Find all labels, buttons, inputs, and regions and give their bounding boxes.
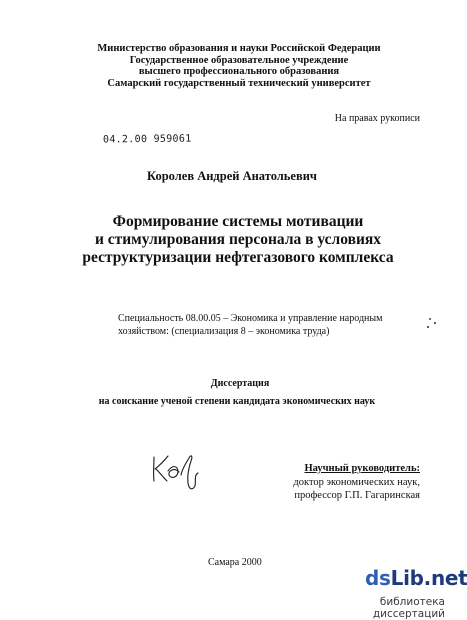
degree-purpose-text: на соискание ученой степени кандидата экономических наук bbox=[98, 396, 376, 407]
header-line: высшего профессионального образования bbox=[138, 66, 340, 78]
scan-speck bbox=[427, 326, 429, 328]
handwritten-signature bbox=[148, 445, 204, 495]
specialty-text bbox=[118, 312, 382, 338]
logo-prefix: ds bbox=[365, 566, 391, 590]
header-line: Государственное образовательное учреждение bbox=[129, 54, 349, 66]
city-and-year: Самара 2000 bbox=[208, 557, 262, 568]
institution-header bbox=[0, 43, 450, 89]
header-line: Самарский государственный технический университет bbox=[107, 77, 371, 89]
dslib-watermark[interactable] bbox=[303, 566, 467, 620]
document-type bbox=[0, 378, 450, 389]
author-name bbox=[0, 169, 450, 184]
advisor-name: профессор Г.П. Гагаринская bbox=[294, 490, 420, 502]
logo-main: Lib.net bbox=[390, 566, 467, 590]
author-name-text: Королев Андрей Анатольевич bbox=[147, 169, 317, 183]
advisor-label: Научный руководитель: bbox=[304, 463, 420, 474]
specialty-line: хозяйством: (специализация 8 – экономика труда) bbox=[118, 326, 330, 337]
manuscript-rights-note: На правах рукописи bbox=[334, 113, 420, 124]
degree-purpose bbox=[0, 396, 450, 407]
scientific-advisor bbox=[293, 462, 420, 503]
title-line: и стимулирования персонала в условиях bbox=[94, 231, 382, 248]
advisor-degree: доктор экономических наук, bbox=[293, 476, 420, 488]
header-line: Министерство образования и науки Российской Федерации bbox=[97, 43, 381, 54]
scan-speck bbox=[429, 318, 431, 320]
dissertation-title bbox=[0, 213, 450, 267]
specialty-line: Специальность 08.00.05 – Экономика и управление народным bbox=[118, 313, 383, 324]
dslib-logo[interactable] bbox=[365, 566, 467, 590]
watermark-caption: библиотека диссертаций bbox=[372, 596, 445, 620]
scan-speck bbox=[434, 322, 436, 324]
title-line: реструктуризации нефтегазового комплекса bbox=[82, 249, 394, 266]
library-stamp-number: 04.2.00 959061 bbox=[102, 133, 192, 146]
document-type-text: Диссертация bbox=[210, 378, 270, 389]
title-line: Формирование системы мотивации bbox=[112, 213, 364, 230]
